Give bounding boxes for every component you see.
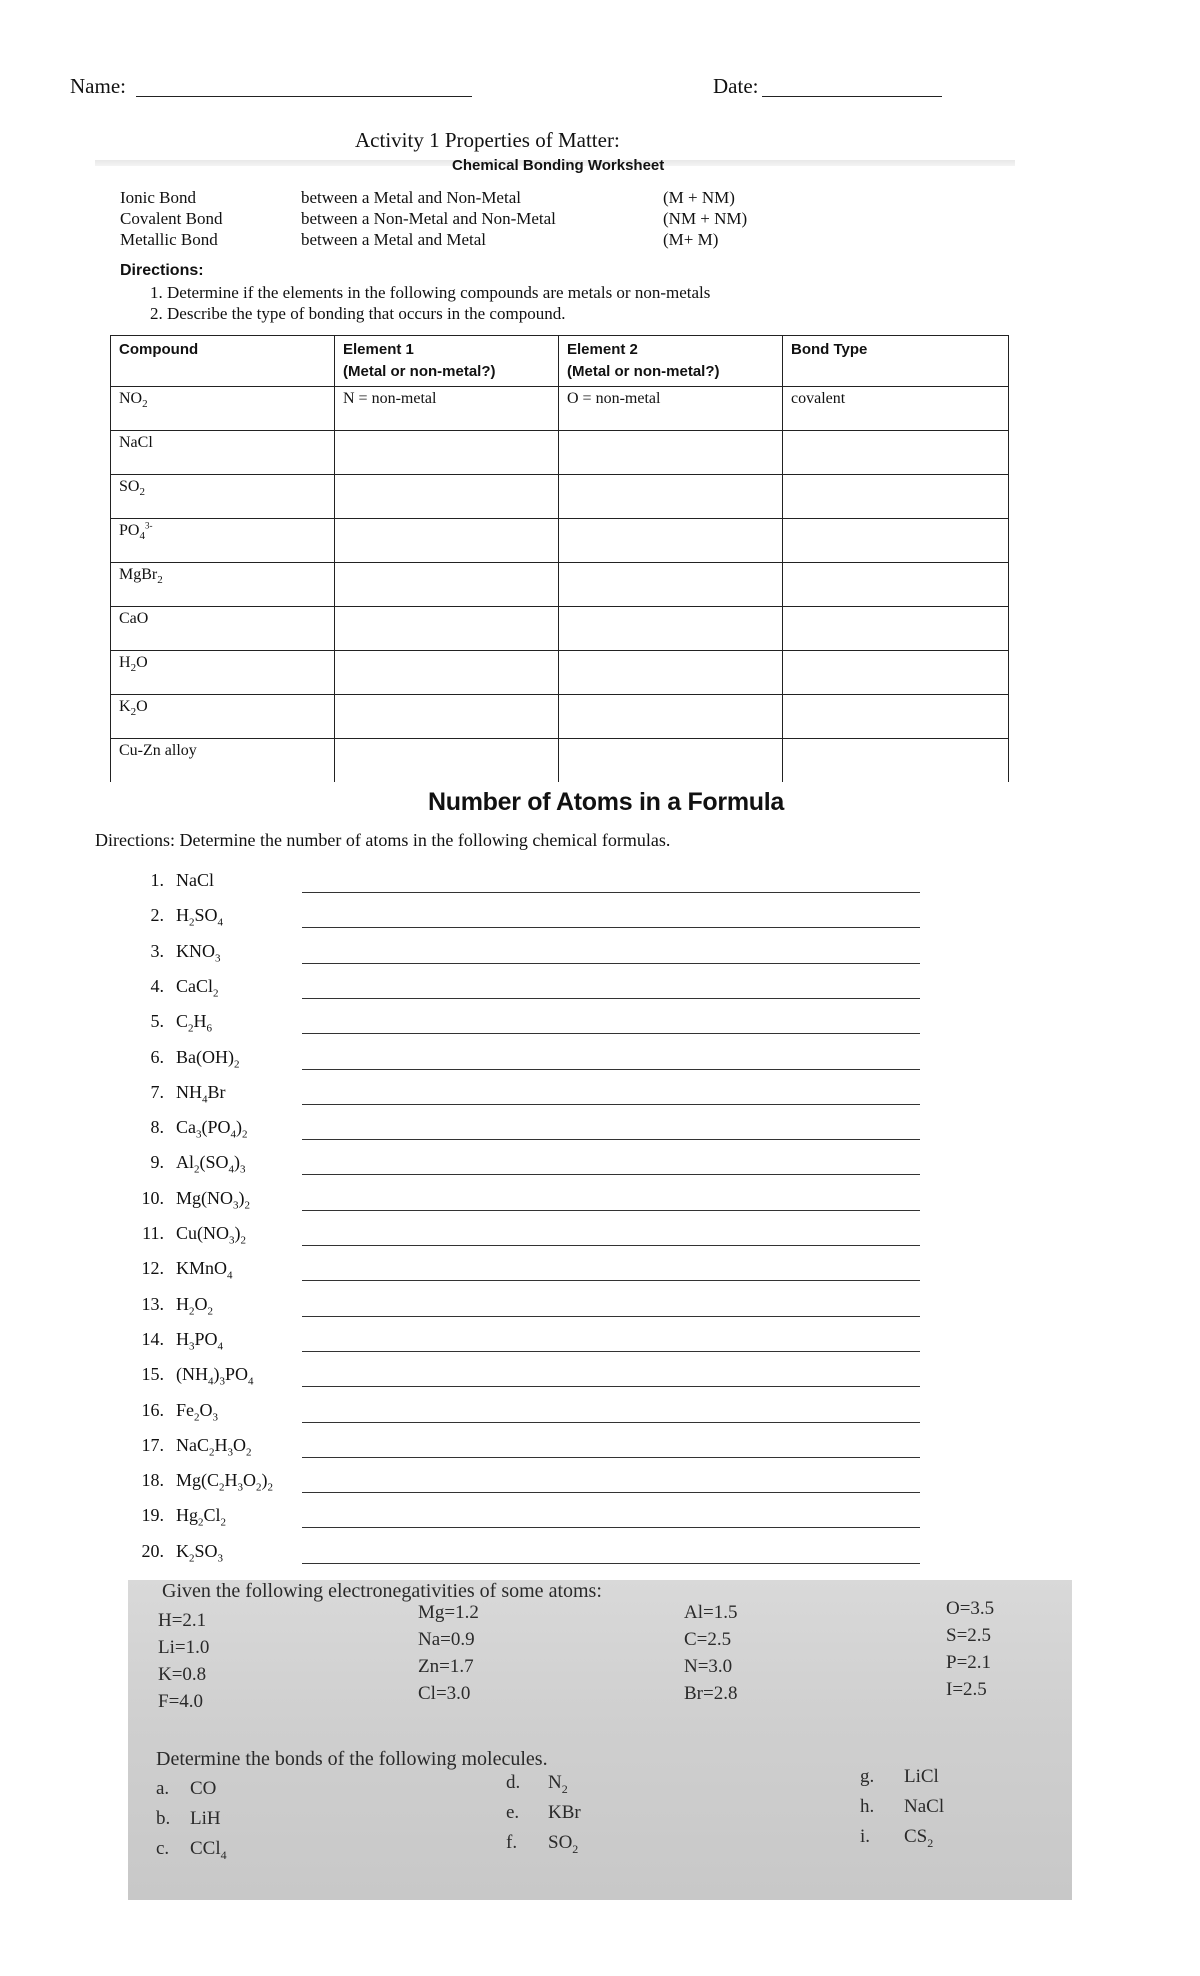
molecule-formula: $SO_2$ bbox=[548, 1832, 579, 1856]
answer-line[interactable] bbox=[302, 1174, 920, 1175]
formula-number: 15. bbox=[141, 1364, 164, 1385]
formula-item bbox=[128, 1541, 223, 1567]
bond-type-name: Ionic Bond bbox=[120, 188, 197, 207]
answer-line[interactable] bbox=[302, 1104, 920, 1105]
formula-text: $(NH_4)_3PO_4$ bbox=[176, 1364, 254, 1388]
molecule-formula: KBr bbox=[548, 1802, 581, 1823]
molecule-formula: LiH bbox=[190, 1808, 221, 1829]
table-row bbox=[111, 431, 1009, 475]
bond-type-desc: between a Metal and Non-Metal bbox=[301, 188, 521, 207]
table-row bbox=[111, 563, 1009, 607]
bond-type-cell[interactable] bbox=[783, 431, 1009, 475]
electronegativity-value: C=2.5 bbox=[684, 1629, 732, 1650]
molecule-letter: d. bbox=[506, 1772, 521, 1793]
element1-cell[interactable] bbox=[335, 519, 559, 563]
date-blank[interactable] bbox=[762, 96, 942, 97]
element1-cell[interactable]: N = non-metal bbox=[335, 387, 559, 431]
element1-cell[interactable] bbox=[335, 651, 559, 695]
formula-number: 5. bbox=[150, 1011, 164, 1032]
compound-formula: SO bbox=[119, 478, 140, 495]
formula-item bbox=[128, 1188, 250, 1214]
molecule-letter: g. bbox=[860, 1766, 875, 1787]
compound-cell bbox=[111, 563, 335, 607]
table-header-row bbox=[111, 336, 1009, 387]
formula-text: $H_3PO_4$ bbox=[176, 1328, 224, 1353]
formula-number: 11. bbox=[142, 1223, 164, 1243]
answer-line[interactable] bbox=[302, 998, 920, 999]
electronegativity-value: Mg=1.2 bbox=[418, 1602, 479, 1623]
answer-line[interactable] bbox=[302, 1351, 920, 1352]
molecule-letter: e. bbox=[506, 1802, 520, 1823]
table-row bbox=[111, 475, 1009, 519]
electronegativity-value: S=2.5 bbox=[946, 1625, 992, 1646]
molecules-heading: Determine the bonds of the following molecules. bbox=[156, 1748, 548, 1770]
answer-line[interactable] bbox=[302, 1245, 920, 1246]
formula-text: $Mg(NO_3)_2$ bbox=[176, 1187, 250, 1212]
formula-item bbox=[128, 1329, 223, 1355]
answer-line[interactable] bbox=[302, 1527, 920, 1528]
molecule-letter: a. bbox=[156, 1778, 170, 1799]
formula-item bbox=[128, 1152, 246, 1178]
element2-cell[interactable] bbox=[559, 431, 783, 475]
formula-item bbox=[128, 1258, 233, 1284]
electronegativity-value: N=3.0 bbox=[684, 1656, 733, 1677]
formula-text: $C_2H_6$ bbox=[176, 1011, 213, 1035]
element1-cell[interactable] bbox=[335, 563, 559, 607]
compound-cell bbox=[111, 651, 335, 695]
formula-text: $Hg_2Cl_2$ bbox=[176, 1505, 227, 1529]
bond-type-desc: between a Non-Metal and Non-Metal bbox=[301, 209, 556, 228]
answer-line[interactable] bbox=[302, 1457, 920, 1458]
formula-text: $K_2SO_3$ bbox=[176, 1540, 224, 1565]
electronegativity-value: I=2.5 bbox=[946, 1679, 987, 1700]
activity-title: Activity 1 Properties of Matter: bbox=[355, 128, 620, 152]
formula-number: 18. bbox=[141, 1470, 164, 1491]
element2-cell[interactable]: O = non-metal bbox=[559, 387, 783, 431]
element1-cell[interactable] bbox=[335, 475, 559, 519]
compound-subscript: 2 bbox=[139, 486, 145, 499]
molecule-letter: c. bbox=[156, 1838, 170, 1859]
answer-line[interactable] bbox=[302, 1069, 920, 1070]
formula-text: $Ba(OH)_2$ bbox=[176, 1046, 240, 1071]
bond-type-cell[interactable] bbox=[783, 563, 1009, 607]
formula-number: 2. bbox=[150, 905, 164, 926]
table-row bbox=[111, 519, 1009, 563]
direction-item: 2. Describe the type of bonding that occurs in the compound. bbox=[150, 304, 566, 323]
formula-item bbox=[128, 1364, 254, 1390]
electronegativity-value: K=0.8 bbox=[158, 1664, 207, 1685]
formula-item bbox=[128, 905, 223, 931]
answer-line[interactable] bbox=[302, 1210, 920, 1211]
formula-item bbox=[128, 941, 221, 967]
answer-line[interactable] bbox=[302, 1033, 920, 1034]
molecule-letter: f. bbox=[506, 1832, 518, 1853]
bond-type-cell[interactable] bbox=[783, 475, 1009, 519]
compound-charge: 3- bbox=[144, 520, 153, 531]
formula-number: 3. bbox=[150, 940, 164, 961]
compound-subscript: 2 bbox=[130, 706, 137, 719]
header-element2: Element 2 (Metal or non-metal?) bbox=[559, 336, 783, 387]
electronegativity-heading: Given the following electronegativities of some atoms: bbox=[162, 1580, 602, 1602]
formula-number: 13. bbox=[141, 1293, 164, 1314]
compound-subscript: 4 bbox=[139, 530, 145, 543]
formula-text: $Ca_3(PO_4)_2$ bbox=[176, 1117, 248, 1141]
formula-number: 6. bbox=[150, 1046, 164, 1067]
electronegativity-value: Li=1.0 bbox=[158, 1637, 210, 1658]
compound-cell bbox=[111, 607, 335, 651]
formula-number: 9. bbox=[150, 1152, 164, 1173]
table-row bbox=[111, 739, 1009, 783]
bond-type-cell[interactable]: covalent bbox=[783, 387, 1009, 431]
compound-formula: CaO bbox=[119, 610, 149, 627]
molecule-formula: NaCl bbox=[904, 1796, 945, 1817]
answer-line[interactable] bbox=[302, 927, 920, 928]
element1-cell[interactable] bbox=[335, 431, 559, 475]
formula-text: $KNO_3$ bbox=[176, 940, 221, 965]
compound-formula: Cu-Zn alloy bbox=[119, 742, 197, 759]
element2-cell[interactable] bbox=[559, 563, 783, 607]
molecule-letter: h. bbox=[860, 1796, 875, 1817]
compound-subscript: 2 bbox=[130, 662, 137, 675]
formula-item bbox=[128, 1047, 239, 1073]
answer-line[interactable] bbox=[302, 963, 920, 964]
element2-cell[interactable] bbox=[559, 739, 783, 783]
molecule-letter: i. bbox=[860, 1826, 871, 1847]
formula-number: 10. bbox=[141, 1187, 164, 1208]
electronegativity-value: Cl=3.0 bbox=[418, 1683, 471, 1704]
formula-number: 12. bbox=[141, 1258, 164, 1279]
formula-text: $Cu(NO_3)_2$ bbox=[176, 1223, 246, 1247]
element2-cell[interactable] bbox=[559, 475, 783, 519]
name-blank[interactable] bbox=[136, 96, 472, 97]
formula-text: $H_2SO_4$ bbox=[176, 905, 224, 929]
formula-number: 19. bbox=[141, 1505, 164, 1526]
molecule-formula: $CS_2$ bbox=[904, 1826, 934, 1850]
formula-text: $NaC_2H_3O_2$ bbox=[176, 1434, 252, 1459]
element2-cell[interactable] bbox=[559, 695, 783, 739]
name-label: Name: bbox=[70, 74, 126, 98]
formula-number: 17. bbox=[141, 1434, 164, 1455]
formula-number: 4. bbox=[150, 975, 164, 996]
worksheet-title: Chemical Bonding Worksheet bbox=[452, 157, 665, 174]
answer-line[interactable] bbox=[302, 1422, 920, 1423]
formula-text: $H_2O_2$ bbox=[176, 1293, 213, 1318]
compound-subscript: 2 bbox=[142, 398, 148, 411]
electronegativity-value: P=2.1 bbox=[946, 1652, 992, 1673]
header-bond-type: Bond Type bbox=[783, 336, 1009, 387]
electronegativity-value: H=2.1 bbox=[158, 1610, 207, 1631]
formula-text: $NH_4Br$ bbox=[176, 1081, 226, 1106]
date-label: Date: bbox=[713, 74, 759, 98]
answer-line[interactable] bbox=[302, 1492, 920, 1493]
compound-cell bbox=[111, 431, 335, 475]
bond-type-abbr: (M + NM) bbox=[663, 188, 735, 207]
bond-type-abbr: (M+ M) bbox=[663, 230, 719, 249]
element1-cell[interactable] bbox=[335, 695, 559, 739]
compound-cell bbox=[111, 739, 335, 783]
formula-number: 16. bbox=[141, 1399, 164, 1420]
compound-cell bbox=[111, 475, 335, 519]
molecule-formula: CCl$_4$ bbox=[190, 1838, 227, 1862]
molecule-letter: b. bbox=[156, 1808, 171, 1829]
compound-subscript: 2 bbox=[157, 574, 163, 587]
compound-formula-tail: O bbox=[136, 654, 148, 671]
direction-item: 1. Determine if the elements in the following compounds are metals or non-metals bbox=[150, 283, 711, 302]
table-row bbox=[111, 387, 1009, 431]
electronegativity-value: Al=1.5 bbox=[684, 1602, 738, 1623]
formula-text: $Fe_2O_3$ bbox=[176, 1399, 218, 1424]
compound-formula: H bbox=[119, 654, 131, 671]
bond-type-cell[interactable] bbox=[783, 695, 1009, 739]
compound-formula: NaCl bbox=[119, 434, 153, 451]
answer-line[interactable] bbox=[302, 1386, 920, 1387]
atoms-directions: Directions: Determine the number of atoms in the following chemical formulas. bbox=[95, 830, 671, 850]
formula-text: $Al_2(SO_4)_3$ bbox=[176, 1152, 246, 1176]
bond-type-cell[interactable] bbox=[783, 519, 1009, 563]
electronegativity-value: Br=2.8 bbox=[684, 1683, 738, 1704]
compound-formula: NO bbox=[119, 390, 143, 407]
electronegativity-value: Zn=1.7 bbox=[418, 1656, 474, 1677]
formula-item bbox=[128, 870, 214, 896]
compound-cell bbox=[111, 695, 335, 739]
compound-cell bbox=[111, 519, 335, 563]
electronegativity-value: Na=0.9 bbox=[418, 1629, 475, 1650]
element1-cell[interactable] bbox=[335, 607, 559, 651]
compound-formula: PO bbox=[119, 522, 140, 539]
element2-cell[interactable] bbox=[559, 519, 783, 563]
formula-item bbox=[128, 1294, 213, 1320]
formula-number: 1. bbox=[150, 870, 164, 890]
formula-item bbox=[128, 1435, 252, 1461]
atoms-section-title: Number of Atoms in a Formula bbox=[428, 788, 784, 816]
bond-type-cell[interactable] bbox=[783, 739, 1009, 783]
electronegativity-value: F=4.0 bbox=[158, 1691, 204, 1712]
formula-item bbox=[128, 1223, 246, 1249]
formula-text: NaCl bbox=[176, 870, 214, 890]
formula-item bbox=[128, 1470, 273, 1496]
table-row bbox=[111, 695, 1009, 739]
header-element1: Element 1 (Metal or non-metal?) bbox=[335, 336, 559, 387]
answer-line[interactable] bbox=[302, 1280, 920, 1281]
electronegativity-value: O=3.5 bbox=[946, 1598, 995, 1619]
answer-line[interactable] bbox=[302, 892, 920, 893]
element1-cell[interactable] bbox=[335, 739, 559, 783]
formula-text: $Mg(C_2H_3O_2)_2$ bbox=[176, 1470, 274, 1494]
table-row bbox=[111, 607, 1009, 651]
formula-item bbox=[128, 1117, 248, 1143]
electronegativity-photo bbox=[128, 1580, 1072, 1900]
bond-type-cell[interactable] bbox=[783, 651, 1009, 695]
bond-type-cell[interactable] bbox=[783, 607, 1009, 651]
formula-text: CaCl$_2$ bbox=[176, 975, 219, 1000]
molecule-formula: $N_2$ bbox=[548, 1772, 568, 1796]
table-row bbox=[111, 651, 1009, 695]
formula-item bbox=[128, 1011, 212, 1037]
compound-formula-tail: O bbox=[136, 698, 148, 715]
header-compound: Compound bbox=[111, 336, 335, 387]
formula-number: 7. bbox=[150, 1081, 164, 1102]
formula-item bbox=[128, 1505, 226, 1531]
molecule-formula: CO bbox=[190, 1778, 217, 1799]
bond-type-desc: between a Metal and Metal bbox=[301, 230, 487, 249]
answer-line[interactable] bbox=[302, 1139, 920, 1140]
formula-number: 8. bbox=[150, 1117, 164, 1138]
answer-line[interactable] bbox=[302, 1316, 920, 1317]
answer-line[interactable] bbox=[302, 1563, 920, 1564]
bond-type-name: Metallic Bond bbox=[120, 230, 218, 249]
formula-item bbox=[128, 976, 219, 1002]
formula-text: KMnO$_4$ bbox=[176, 1258, 233, 1282]
formula-item bbox=[128, 1082, 226, 1108]
bonding-table bbox=[110, 335, 1009, 782]
formula-number: 20. bbox=[141, 1540, 164, 1561]
compound-formula: K bbox=[119, 698, 131, 715]
formula-item bbox=[128, 1400, 218, 1426]
element2-cell[interactable] bbox=[559, 607, 783, 651]
compound-formula: MgBr bbox=[119, 566, 158, 583]
element2-cell[interactable] bbox=[559, 651, 783, 695]
molecule-formula: LiCl bbox=[904, 1766, 939, 1787]
compound-cell bbox=[111, 387, 335, 431]
bond-type-name: Covalent Bond bbox=[120, 209, 223, 228]
bond-type-abbr: (NM + NM) bbox=[663, 209, 748, 228]
directions-label: Directions: bbox=[120, 262, 204, 279]
formula-number: 14. bbox=[141, 1328, 164, 1349]
